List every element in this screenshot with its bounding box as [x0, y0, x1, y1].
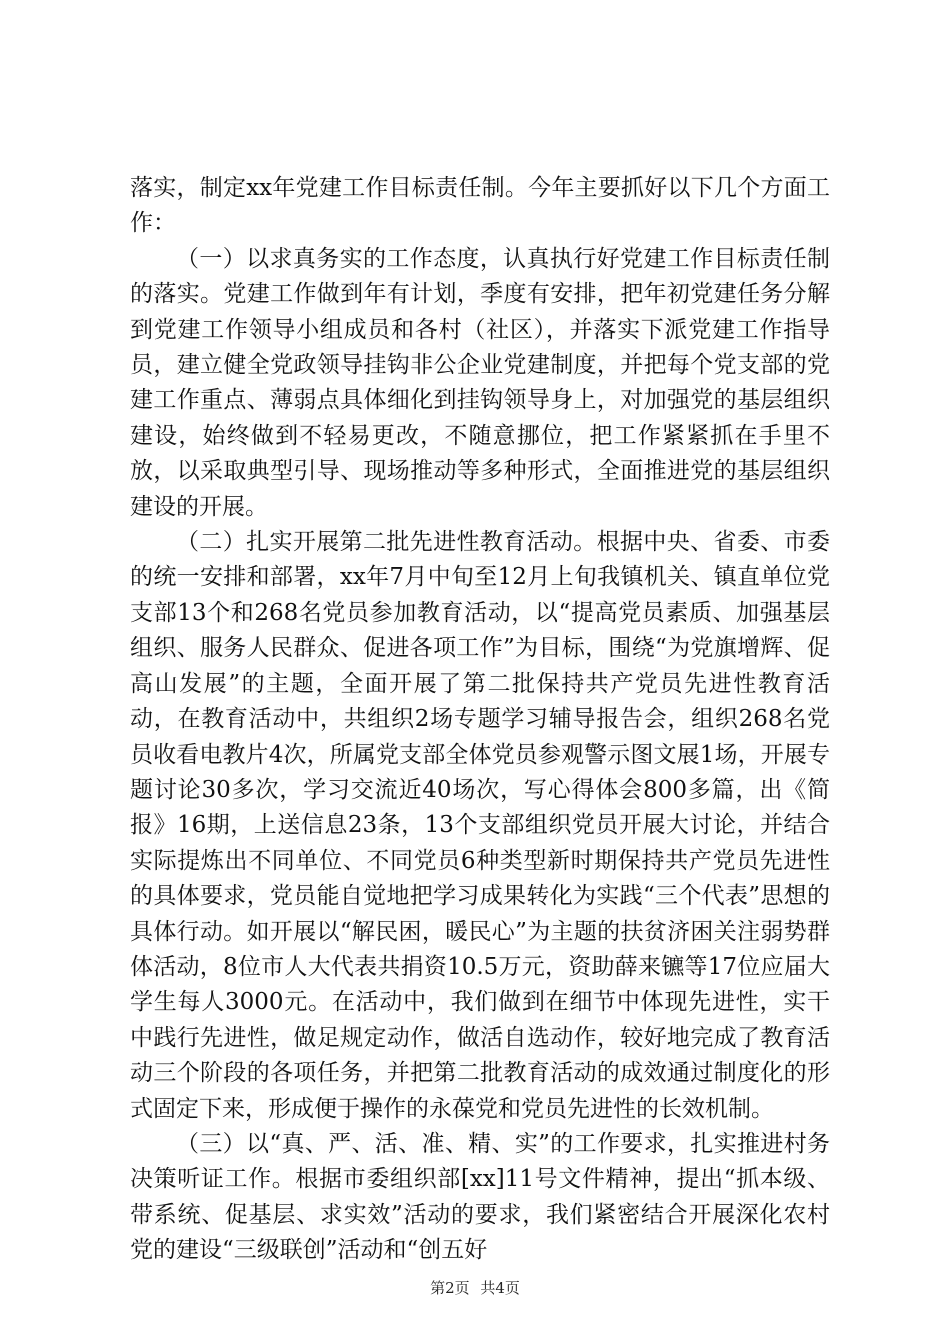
- document-body: [130, 171, 830, 1269]
- paragraph-continuation: 落实，制定xx年党建工作目标责任制。今年主要抓好以下几个方面工作：: [130, 175, 830, 237]
- page-footer: 第2页 共4页: [430, 1279, 520, 1297]
- paragraph-section-1: （一）以求真务实的工作态度，认真执行好党建工作目标责任制的落实。党建工作做到年有计划，季度有安排，把年初党建任务分解到党建工作领导小组成员和各村（社区），并落实下派党建工作指导员，建立健全党政领导挂钩非公企业党建制度，并把每个党支部的党建工作重点、薄弱点具体细化到挂钩领导身上，对加强党的基层组织建设，始终做到不轻易更改，不随意挪位，把工作紧紧抓在手里不放，以采取典型引导、现场推动等多种形式，全面推进党的基层组织建设的开展。: [130, 245, 830, 520]
- paragraph-section-3: （三）以“真、严、活、准、精、实”的工作要求，扎实推进村务决策听证工作。根据市委组织部[xx]11号文件精神，提出“抓本级、带系统、促基层、求实效”活动的要求，我们紧密结合开展深化农村党的建设“三级联创”活动和“创五好: [130, 1130, 830, 1264]
- paragraph-section-2: （二）扎实开展第二批先进性教育活动。根据中央、省委、市委的统一安排和部署，xx年7月中旬至12月上旬我镇机关、镇直单位党支部13个和268名党员参加教育活动，以“提高党员素质、加强基层组织、服务人民群众、促进各项工作”为目标，围绕“为党旗增辉、促高山发展”的主题，全面开展了第二批保持共产党员先进性教育活动，在教育活动中，共组织2场专题学习辅导报告会，组织268名党员收看电教片4次，所属党支部全体党员参观警示图文展1场，开展专题讨论30多次，学习交流近40场次，写心得体会800多篇，出《简报》16期，上送信息23条，13个支部组织党员开展大讨论，并结合实际提炼出不同单位、不同党员6种类型新时期保持共产党员先进性的具体要求，党员能自觉地把学习成果转化为实践“三个代表”思想的具体行动。如开展以“解民困，暖民心”为主题的扶贫济困关注弱势群体活动，8位市人大代表共捐资10.5万元，资助薛来镳等17位应届大学生每人3000元。在活动中，我们做到在细节中体现先进性，实干中践行先进性，做足规定动作，做活自选动作，较好地完成了教育活动三个阶段的各项任务，并把第二批教育活动的成效通过制度化的形式固定下来，形成便于操作的永葆党和党员先进性的长效机制。: [130, 529, 830, 1122]
